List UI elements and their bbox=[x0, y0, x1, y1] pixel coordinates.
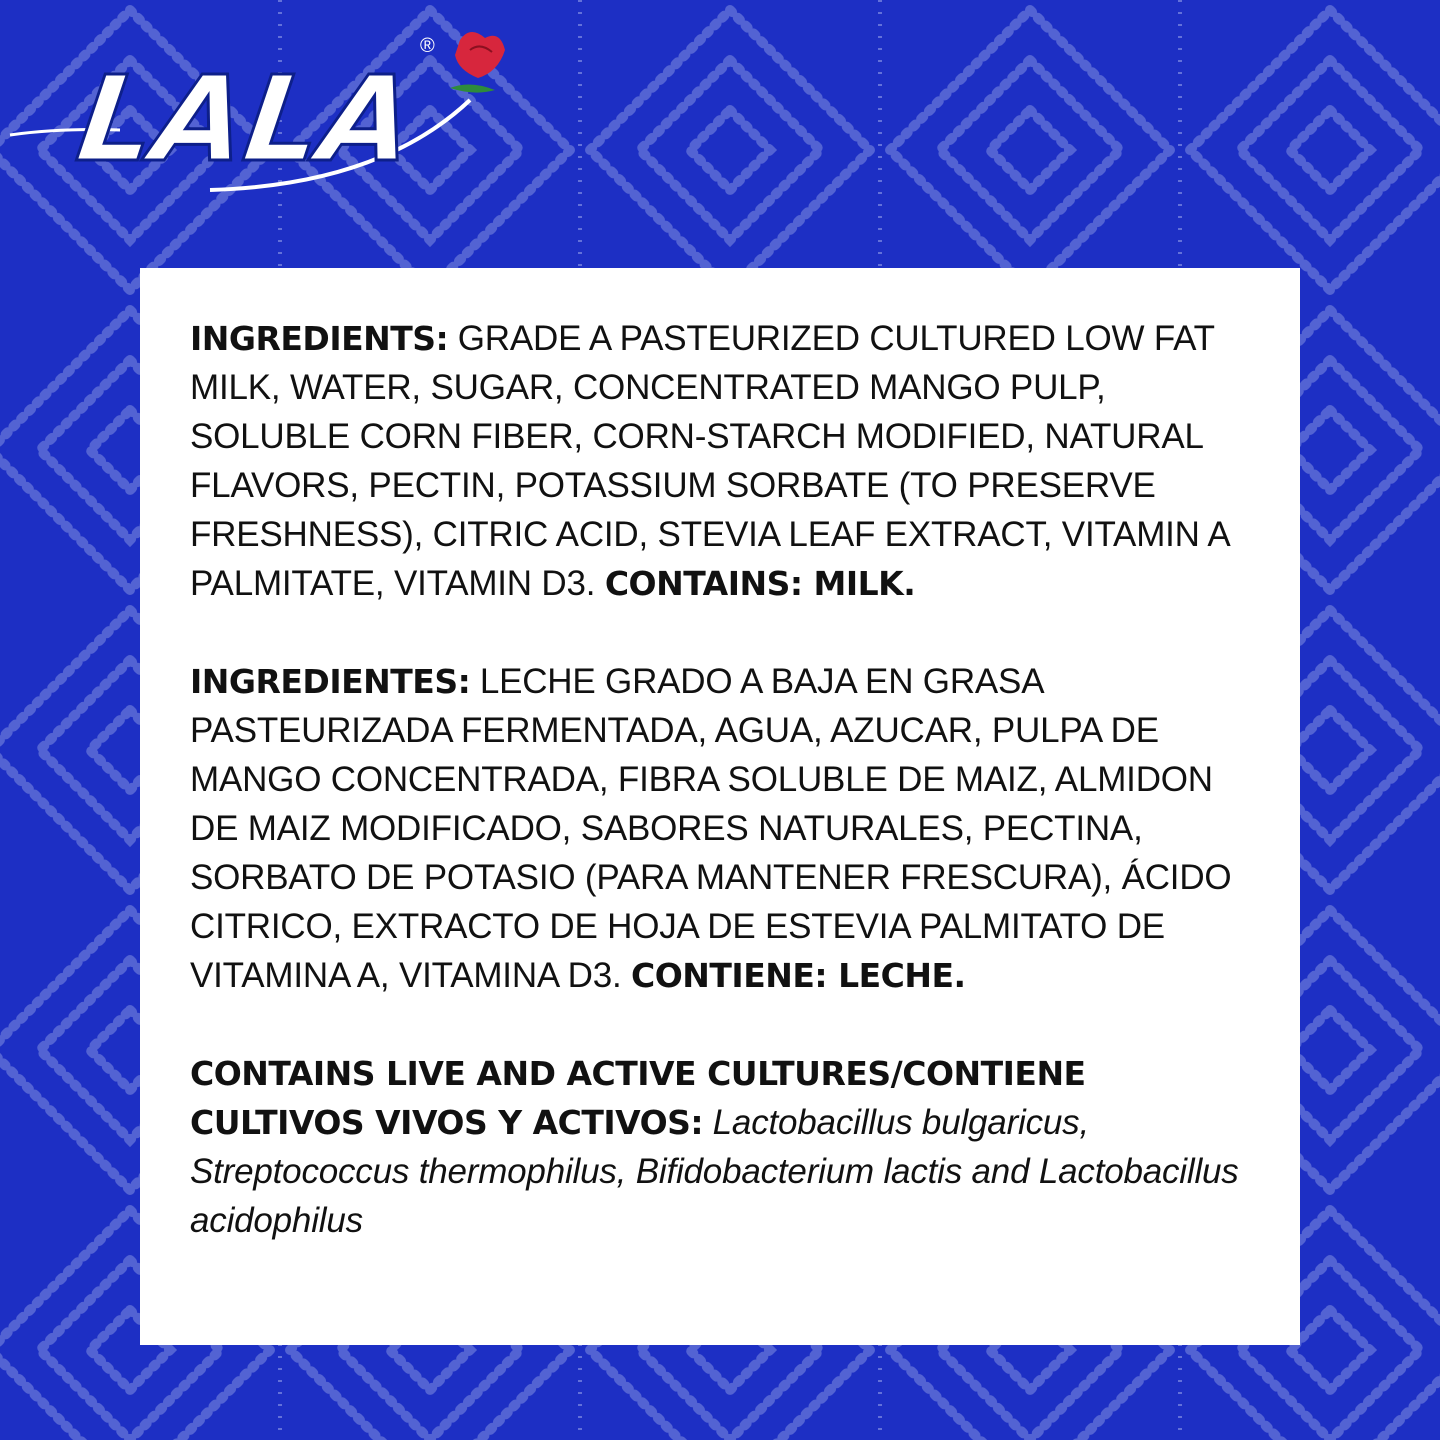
registered-mark: ® bbox=[420, 35, 435, 57]
lala-logo bbox=[0, 10, 530, 210]
ingredientes-text: LECHE GRADO A BAJA EN GRASA PASTEURIZADA FERMENTADA, AGUA, AZUCAR, PULPA DE MANGO CONCENTRADA, FIBRA SOLUBLE DE MAIZ, ALMIDON DE MAIZ MODIFICADO, SABORES NATURALES, PECTINA, SORBATO DE POTASIO (PARA MANTENER FRESCURA), ÁCIDO CITRICO, EXTRACTO DE HOJA DE ESTEVIA PALMITATO DE VITAMINA A, VITAMINA D3. bbox=[190, 662, 1232, 995]
ingredients-english bbox=[190, 314, 1260, 608]
flower-icon bbox=[450, 32, 505, 93]
contiene-leche: CONTIENE: LECHE. bbox=[631, 956, 966, 995]
logo-wordmark: LALA bbox=[70, 50, 423, 188]
contains-milk: CONTAINS: MILK. bbox=[604, 564, 916, 603]
ingredients-card bbox=[140, 268, 1300, 1345]
live-cultures bbox=[190, 1049, 1260, 1245]
ingredients-label: INGREDIENTS: bbox=[190, 319, 449, 358]
ingredients-spanish bbox=[190, 657, 1260, 1000]
ingredientes-label: INGREDIENTES: bbox=[190, 662, 471, 701]
cultures-label: CONTAINS LIVE AND ACTIVE CULTURES/CONTIENE CULTIVOS VIVOS Y ACTIVOS: bbox=[190, 1054, 1086, 1142]
cultures-list: Lactobacillus bulgaricus, Streptococcus thermophilus, Bifidobacterium lactis and Lactobacillus acidophilus bbox=[190, 1103, 1239, 1240]
ingredients-text: GRADE A PASTEURIZED CULTURED LOW FAT MILK, WATER, SUGAR, CONCENTRATED MANGO PULP, SOLUBLE CORN FIBER, CORN-STARCH MODIFIED, NATURAL FLAVORS, PECTIN, POTASSIUM SORBATE (TO PRESERVE FRESHNESS), CITRIC ACID, STEVIA LEAF EXTRACT, VITAMIN A PALMITATE, VITAMIN D3. bbox=[190, 319, 1229, 603]
